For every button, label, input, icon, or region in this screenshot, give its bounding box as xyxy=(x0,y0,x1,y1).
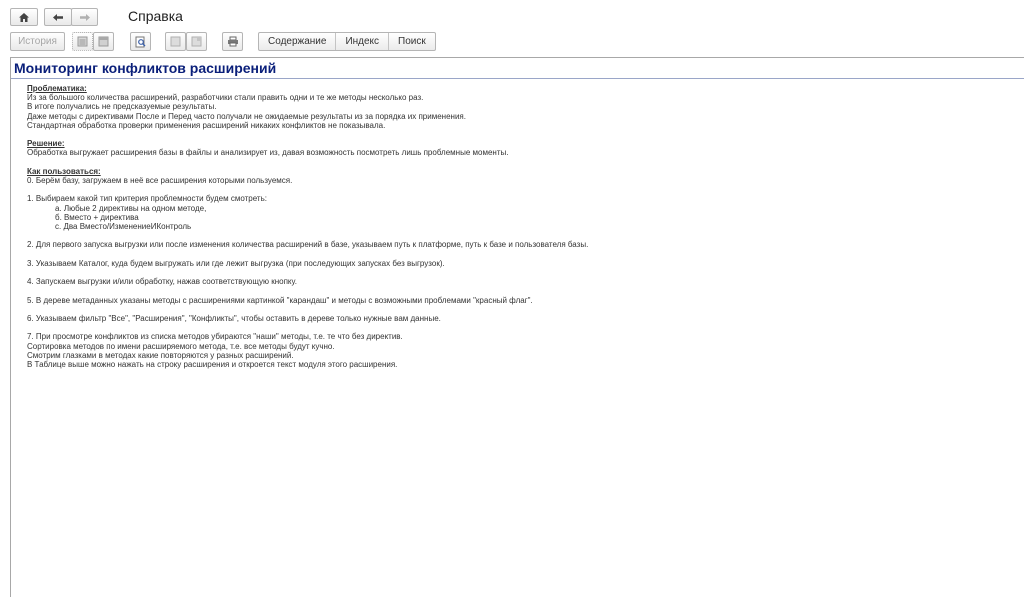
solution-line: Обработка выгружает расширения базы в файлы и анализирует из, давая возможность посмотреть лишь проблемные моменты. xyxy=(27,148,509,158)
print-button[interactable] xyxy=(222,32,243,51)
problem-heading: Проблематика: xyxy=(27,84,87,93)
home-button[interactable] xyxy=(10,8,38,26)
tab-contents[interactable]: Содержание xyxy=(259,33,336,50)
panel-view-icon xyxy=(98,36,109,47)
step-7-line-2: Сортировка методов по имени расширяемого метода, т.е. все методы будут кучно. xyxy=(27,341,335,351)
help-text xyxy=(27,84,1007,369)
history-button[interactable] xyxy=(10,32,65,51)
step-1c: с. Два Вместо/ИзменениеИКонтроль xyxy=(55,222,192,231)
problem-line-4: Стандартная обработка проверки применения расширений никаких конфликтов не показывала. xyxy=(27,120,386,130)
problem-line-1: Из за большого количества расширений, разработчики стали править одни и те же методы несколько раз. xyxy=(27,93,424,103)
step-7-line-4: В Таблице выше можно нажать на строку расширения и откроется текст модуля этого расширения. xyxy=(27,359,398,369)
history-label: История xyxy=(18,36,57,47)
step-7-line-3: Смотрим глазками в методах какие повторяются у разных расширений. xyxy=(27,350,294,360)
home-icon xyxy=(18,12,30,23)
title-divider xyxy=(11,78,1024,79)
show-panel-button[interactable] xyxy=(93,32,114,51)
step-1a: а. Любые 2 директивы на одном методе, xyxy=(55,203,207,213)
step-0: 0. Берём базу, загружаем в неё все расширения которыми пользуемся. xyxy=(27,176,293,185)
next-topic-button[interactable] xyxy=(186,32,207,51)
tab-index[interactable]: Индекс xyxy=(336,33,389,50)
page-next-icon xyxy=(191,36,202,47)
step-6: 6. Указываем фильтр "Все", "Расширения", "Конфликты", чтобы оставить в дереве только нужные вам данные. xyxy=(27,313,441,323)
step-4: 4. Запускаем выгрузки и/или обработку, нажав соответствующую кнопку. xyxy=(27,277,297,287)
step-2: 2. Для первого запуска выгрузки или после изменения количества расширений в базе, указываем путь к платформе, путь к базе и пользователя базы. xyxy=(27,240,589,250)
toolbar xyxy=(0,0,1024,56)
help-tabs xyxy=(258,32,436,51)
help-content-area[interactable] xyxy=(10,57,1024,597)
forward-button[interactable] xyxy=(71,8,98,26)
step-1b: б. Вместо + директива xyxy=(55,212,139,222)
find-in-page-button[interactable] xyxy=(130,32,151,51)
previous-topic-button[interactable] xyxy=(165,32,186,51)
list-view-icon xyxy=(77,36,88,47)
howto-heading: Как пользоваться: xyxy=(27,166,101,176)
arrow-left-icon xyxy=(52,13,64,22)
tab-search[interactable]: Поиск xyxy=(398,36,426,47)
problem-line-2: В итоге получались не предсказуемые результаты. xyxy=(27,102,217,112)
page-title: Мониторинг конфликтов расширений xyxy=(14,60,277,76)
problem-line-3: Даже методы с директивами После и Перед часто получали не ожидаемые результаты из за порядка их применения. xyxy=(27,111,466,121)
step-1: 1. Выбираем какой тип критерия проблемности будем смотреть: xyxy=(27,194,267,204)
back-button[interactable] xyxy=(44,8,72,26)
printer-icon xyxy=(227,36,239,47)
solution-heading: Решение: xyxy=(27,139,65,149)
show-list-button[interactable] xyxy=(72,32,93,51)
find-in-page-icon xyxy=(135,36,147,48)
step-3: 3. Указываем Каталог, куда будем выгружать или где лежит выгрузка (при последующих запусках без выгрузок). xyxy=(27,258,445,268)
step-5: 5. В дереве метаданных указаны методы с расширениями картинкой "карандаш" и методы с возможными проблемами "красный флаг". xyxy=(27,295,533,305)
step-7-line-1: 7. При просмотре конфликтов из списка методов убираются "наши" методы, т.е. те что без директив. xyxy=(27,332,403,342)
window-title: Справка xyxy=(128,8,183,24)
arrow-right-icon xyxy=(79,13,91,22)
page-prev-icon xyxy=(170,36,181,47)
